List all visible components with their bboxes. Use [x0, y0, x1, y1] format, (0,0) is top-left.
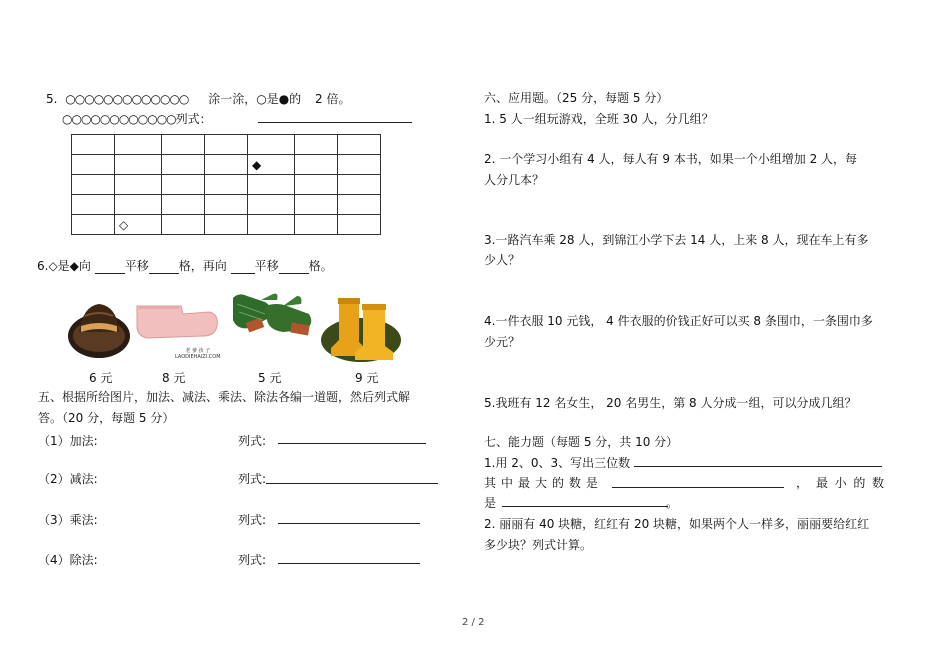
addition-label: （1）加法: [38, 434, 98, 448]
hollow-diamond-icon: ◇ [115, 215, 162, 235]
q6-part-d: 平移 [254, 259, 279, 273]
word: 最 [816, 476, 829, 490]
ability-q2-line1: 2. 丽丽有 40 块糖，红红有 20 块糖，如果两个人一样多，丽丽要给红红 [484, 517, 870, 531]
price-hat: 6 元 [89, 371, 113, 385]
app-q4-line1: 4.一件衣服 10 元钱， 4 件衣服的价钱正好可以买 8 条围巾，一条围巾多 [484, 314, 873, 328]
q5-instruction: 涂一涂，○是●的 [208, 92, 302, 106]
ability-q1-min-label [816, 474, 884, 491]
ability-q2-line2: 多少块？列式计算。 [484, 538, 593, 552]
subtraction-formula-label: 列式: [238, 472, 267, 486]
multiplication-label: （3）乘法: [38, 513, 98, 527]
q5-row2 [62, 110, 212, 127]
word: 数 [871, 476, 884, 490]
ability-q1-digits-line[interactable] [634, 466, 882, 467]
q5-circles-row1: ○○○○○○○○○○○○○ [65, 92, 189, 106]
q6-blank-count2[interactable] [279, 261, 309, 274]
app-q4-line2: 少元？ [484, 335, 521, 349]
q6-blank-direction1[interactable] [95, 261, 125, 274]
q6-part-b: 平移 [124, 259, 149, 273]
app-q3-line2: 少人？ [484, 253, 521, 267]
division-answer-line[interactable] [278, 563, 420, 564]
hat-picture [65, 292, 133, 367]
subtraction-answer-line[interactable] [266, 483, 438, 484]
multiplication-formula-label: 列式: [238, 513, 267, 527]
division-formula-label: 列式: [238, 553, 267, 567]
q6-part-c: 格，再向 [178, 259, 227, 273]
word: 大 [534, 476, 547, 490]
ability-q1-line1: 1.用 2、0、3、写出三位数 [484, 456, 631, 470]
q6-blank-count1[interactable] [149, 261, 179, 274]
word: 是 [585, 476, 598, 490]
sock-picture [131, 300, 221, 366]
q6-text [37, 257, 333, 274]
ability-q1-max-label [484, 474, 598, 491]
q5-formula-label: 列式： [175, 112, 212, 126]
q5-circles-row2: ○○○○○○○○○○○○ [62, 112, 176, 126]
app-q2-line1: 2. 一个学习小组有 4 人，每人有 9 本书，如果一个小组增加 2 人，每 [484, 152, 858, 166]
q6-part-a: 6.◇是◆向 [37, 259, 91, 273]
ability-q1-period: 。 [666, 496, 679, 510]
word: 最 [517, 476, 530, 490]
app-q3-line1: 3.一路汽车乘 28 人，到锦江小学下去 14 人，上来 8 人，现在车上有多 [484, 233, 869, 247]
translation-grid [71, 134, 381, 235]
section6-title: 六、应用题。（25 分，每题 5 分） [484, 91, 669, 105]
subtraction-label: （2）减法: [38, 472, 98, 486]
addition-formula-label: 列式: [238, 434, 267, 448]
q5-row1 [46, 90, 350, 107]
section5-title-cont: 答。（20 分，每题 5 分） [38, 411, 175, 425]
ability-q1-line3-start: 是 [484, 496, 497, 510]
page-number: 2 / 2 [462, 617, 485, 628]
gloves-picture [225, 284, 317, 344]
division-label: （4）除法: [38, 553, 98, 567]
section7-title: 七、能力题（每题 5 分，共 10 分） [484, 435, 679, 449]
addition-answer-line[interactable] [278, 443, 426, 444]
word: 中 [500, 476, 513, 490]
boots-picture [319, 292, 403, 366]
q5-times: 2 倍。 [315, 92, 351, 106]
q6-blank-direction2[interactable] [231, 261, 255, 274]
q6-part-e: 格。 [308, 259, 333, 273]
filled-diamond-icon: ◆ [248, 155, 295, 175]
word: 的 [551, 476, 564, 490]
app-q1: 1. 5 人一组玩游戏，全班 30 人，分几组？ [484, 112, 714, 126]
ability-q1-min-line[interactable] [502, 506, 668, 507]
word: 数 [568, 476, 581, 490]
section5-title: 五、根据所给图片，加法、减法、乘法、除法各编一道题，然后列式解 [38, 390, 411, 404]
q5-number: 5. [46, 92, 58, 106]
sock-watermark: 老 爹 孩 子 LAODIEHAIZI.COM [175, 348, 221, 360]
app-q5: 5.我班有 12 名女生， 20 名男生，第 8 人分成一组，可以分成几组？ [484, 396, 857, 410]
q5-answer-line[interactable] [258, 122, 412, 123]
app-q2-line2: 人分几本？ [484, 173, 545, 187]
price-boots: 9 元 [355, 371, 379, 385]
ability-q1-comma: ， [796, 476, 809, 490]
word: 小 [834, 476, 847, 490]
price-sock: 8 元 [162, 371, 186, 385]
ability-q1-max-line[interactable] [612, 487, 784, 488]
multiplication-answer-line[interactable] [278, 523, 420, 524]
word: 其 [484, 476, 497, 490]
word: 的 [853, 476, 866, 490]
price-gloves: 5 元 [258, 371, 282, 385]
